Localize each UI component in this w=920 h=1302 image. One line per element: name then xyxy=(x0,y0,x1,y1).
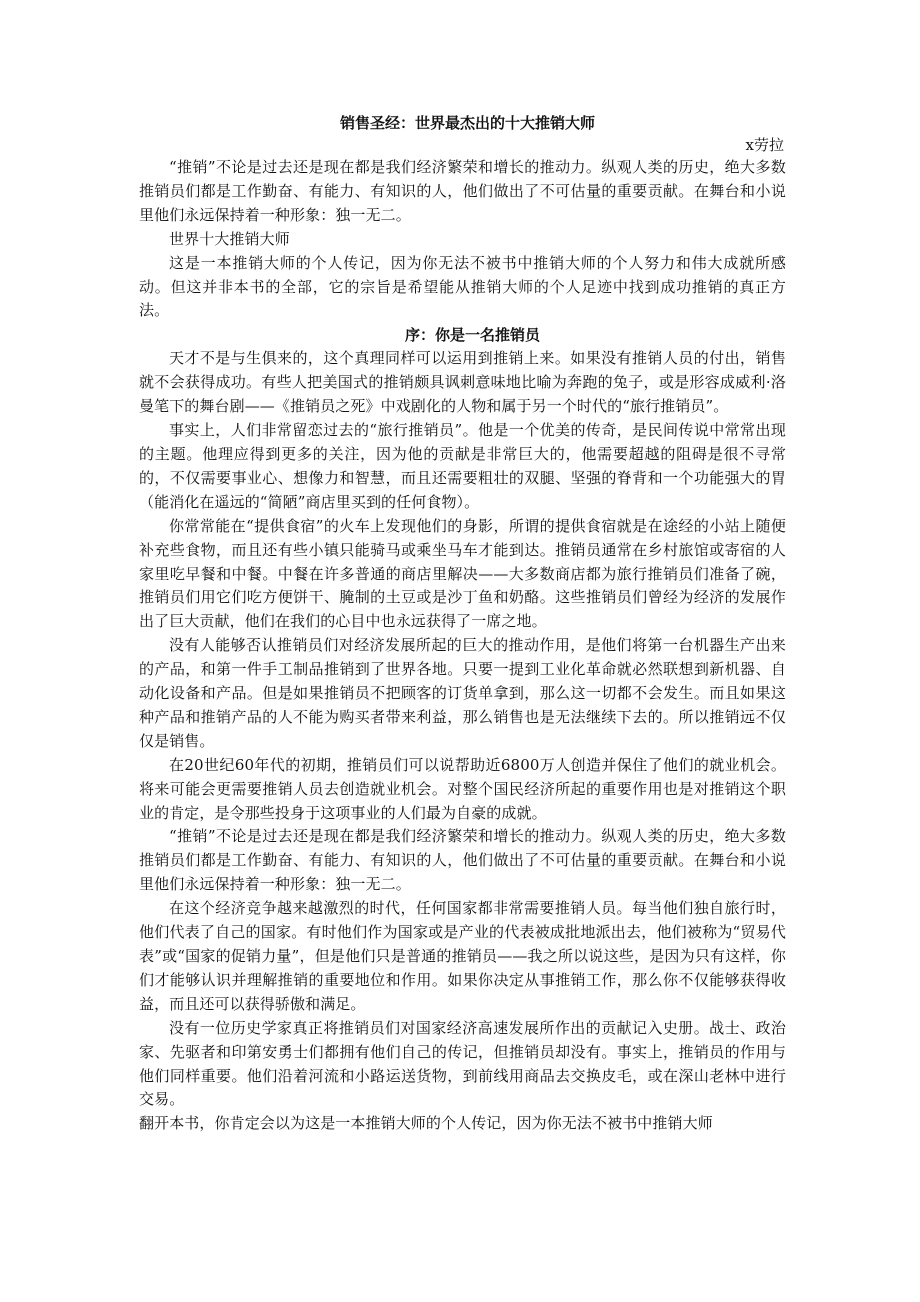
book-paragraph: 这是一本推销大师的个人传记，因为你无法不被书中推销大师的个人努力和伟大成就所感动。但这并非本书的全部，它的宗旨是希望能从推销大师的个人足迹中找到成功推销的真正方法。 xyxy=(139,253,786,320)
body-paragraph: “推销”不论是过去还是现在都是我们经济繁荣和增长的推动力。纵观人类的历史，绝大多数推销员们都是工作勤奋、有能力、有知识的人，他们做出了不可估量的重要贡献。在舞台和小说里他们永远保持着一种形象：独一无二。 xyxy=(139,827,786,894)
intro-paragraph: “推销”不论是过去还是现在都是我们经济繁荣和增长的推动力。纵观人类的历史，绝大多数推销员们都是工作勤奋、有能力、有知识的人，他们做出了不可估量的重要贡献。在舞台和小说里他们永远保持着一种形象：独一无二。 xyxy=(139,158,786,224)
closing-line: 翻开本书，你肯定会以为这是一本推销大师的个人传记，因为你无法不被书中推销大师 xyxy=(139,1114,713,1133)
body-paragraph: 事实上，人们非常留恋过去的“旅行推销员”。他是一个优美的传奇，是民间传说中常常出现的主题。他理应得到更多的关注，因为他的贡献是非常巨大的，他需要超越的阻碍是很不寻常的，不仅需要事业心、想像力和智慧，而且还需要粗壮的双腿、坚强的脊背和一个功能强大的胃（能消化在遥远的“简陋”商店里买到的任何食物）。 xyxy=(139,421,786,511)
document-title: 销售圣经：世界最杰出的十大推销大师 xyxy=(339,114,595,132)
body-paragraph: 天才不是与生俱来的，这个真理同样可以运用到推销上来。如果没有推销人员的付出，销售就不会获得成功。有些人把美国式的推销颇具讽刺意味地比喻为奔跑的兔子，或是形容成威利·洛曼笔下的舞台剧——《推销员之死》中戏剧化的人物和属于另一个时代的“旅行推销员”。 xyxy=(139,349,786,416)
preface-title: 序：你是一名推销员 xyxy=(404,326,540,345)
body-paragraph: 没有人能够否认推销员们对经济发展所起的巨大的推动作用，是他们将第一台机器生产出来的产品，和第一件手工制品推销到了世界各地。只要一提到工业化革命就必然联想到新机器、自动化设备和产品。但是如果推销员不把顾客的订货单拿到，那么这一切都不会发生。而且如果这种产品和推销产品的人不能为购买者带来利益，那么销售也是无法继续下去的。所以推销远不仅仅是销售。 xyxy=(139,636,786,750)
subheading: 世界十大推销大师 xyxy=(169,229,290,248)
document-author: x劳拉 xyxy=(745,136,784,154)
body-paragraph: 在20世纪60年代的初期，推销员们可以说帮助近6800万人创造并保住了他们的就业机会。将来可能会更需要推销人员去创造就业机会。对整个国民经济所起的重要作用也是对推销这个职业的肯定，是令那些投身于这项事业的人们最为自豪的成就。 xyxy=(139,755,786,822)
body-paragraph: 没有一位历史学家真正将推销员们对国家经济高速发展所作出的贡献记入史册。战士、政治家、先驱者和印第安勇士们都拥有他们自己的传记，但推销员却没有。事实上，推销员的作用与他们同样重要。他们沿着河流和小路运送货物，到前线用商品去交换皮毛，或在深山老林中进行交易。 xyxy=(139,1018,786,1109)
document-body xyxy=(139,112,786,1136)
body-paragraph: 你常常能在“提供食宿”的火车上发现他们的身影，所谓的提供食宿就是在途经的小站上随便补充些食物，而且还有些小镇只能骑马或乘坐马车才能到达。推销员通常在乡村旅馆或寄宿的人家里吃早餐和中餐。中餐在许多普通的商店里解决——大多数商店都为旅行推销员们准备了碗，推销员们用它们吃方便饼干、腌制的土豆或是沙丁鱼和奶酪。这些推销员们曾经为经济的发展作出了巨大贡献，他们在我们的心目中也永远获得了一席之地。 xyxy=(139,516,786,631)
body-paragraph: 在这个经济竞争越来越激烈的时代，任何国家都非常需要推销人员。每当他们独自旅行时，他们代表了自己的国家。有时他们作为国家或是产业的代表被成批地派出去，他们被称为“贸易代表”或“国家的促销力量”，但是他们只是普通的推销员——我之所以说这些，是因为只有这样，你们才能够认识并理解推销的重要地位和作用。如果你决定从事推销工作，那么你不仅能够获得收益，而且还可以获得骄傲和满足。 xyxy=(139,899,786,1013)
